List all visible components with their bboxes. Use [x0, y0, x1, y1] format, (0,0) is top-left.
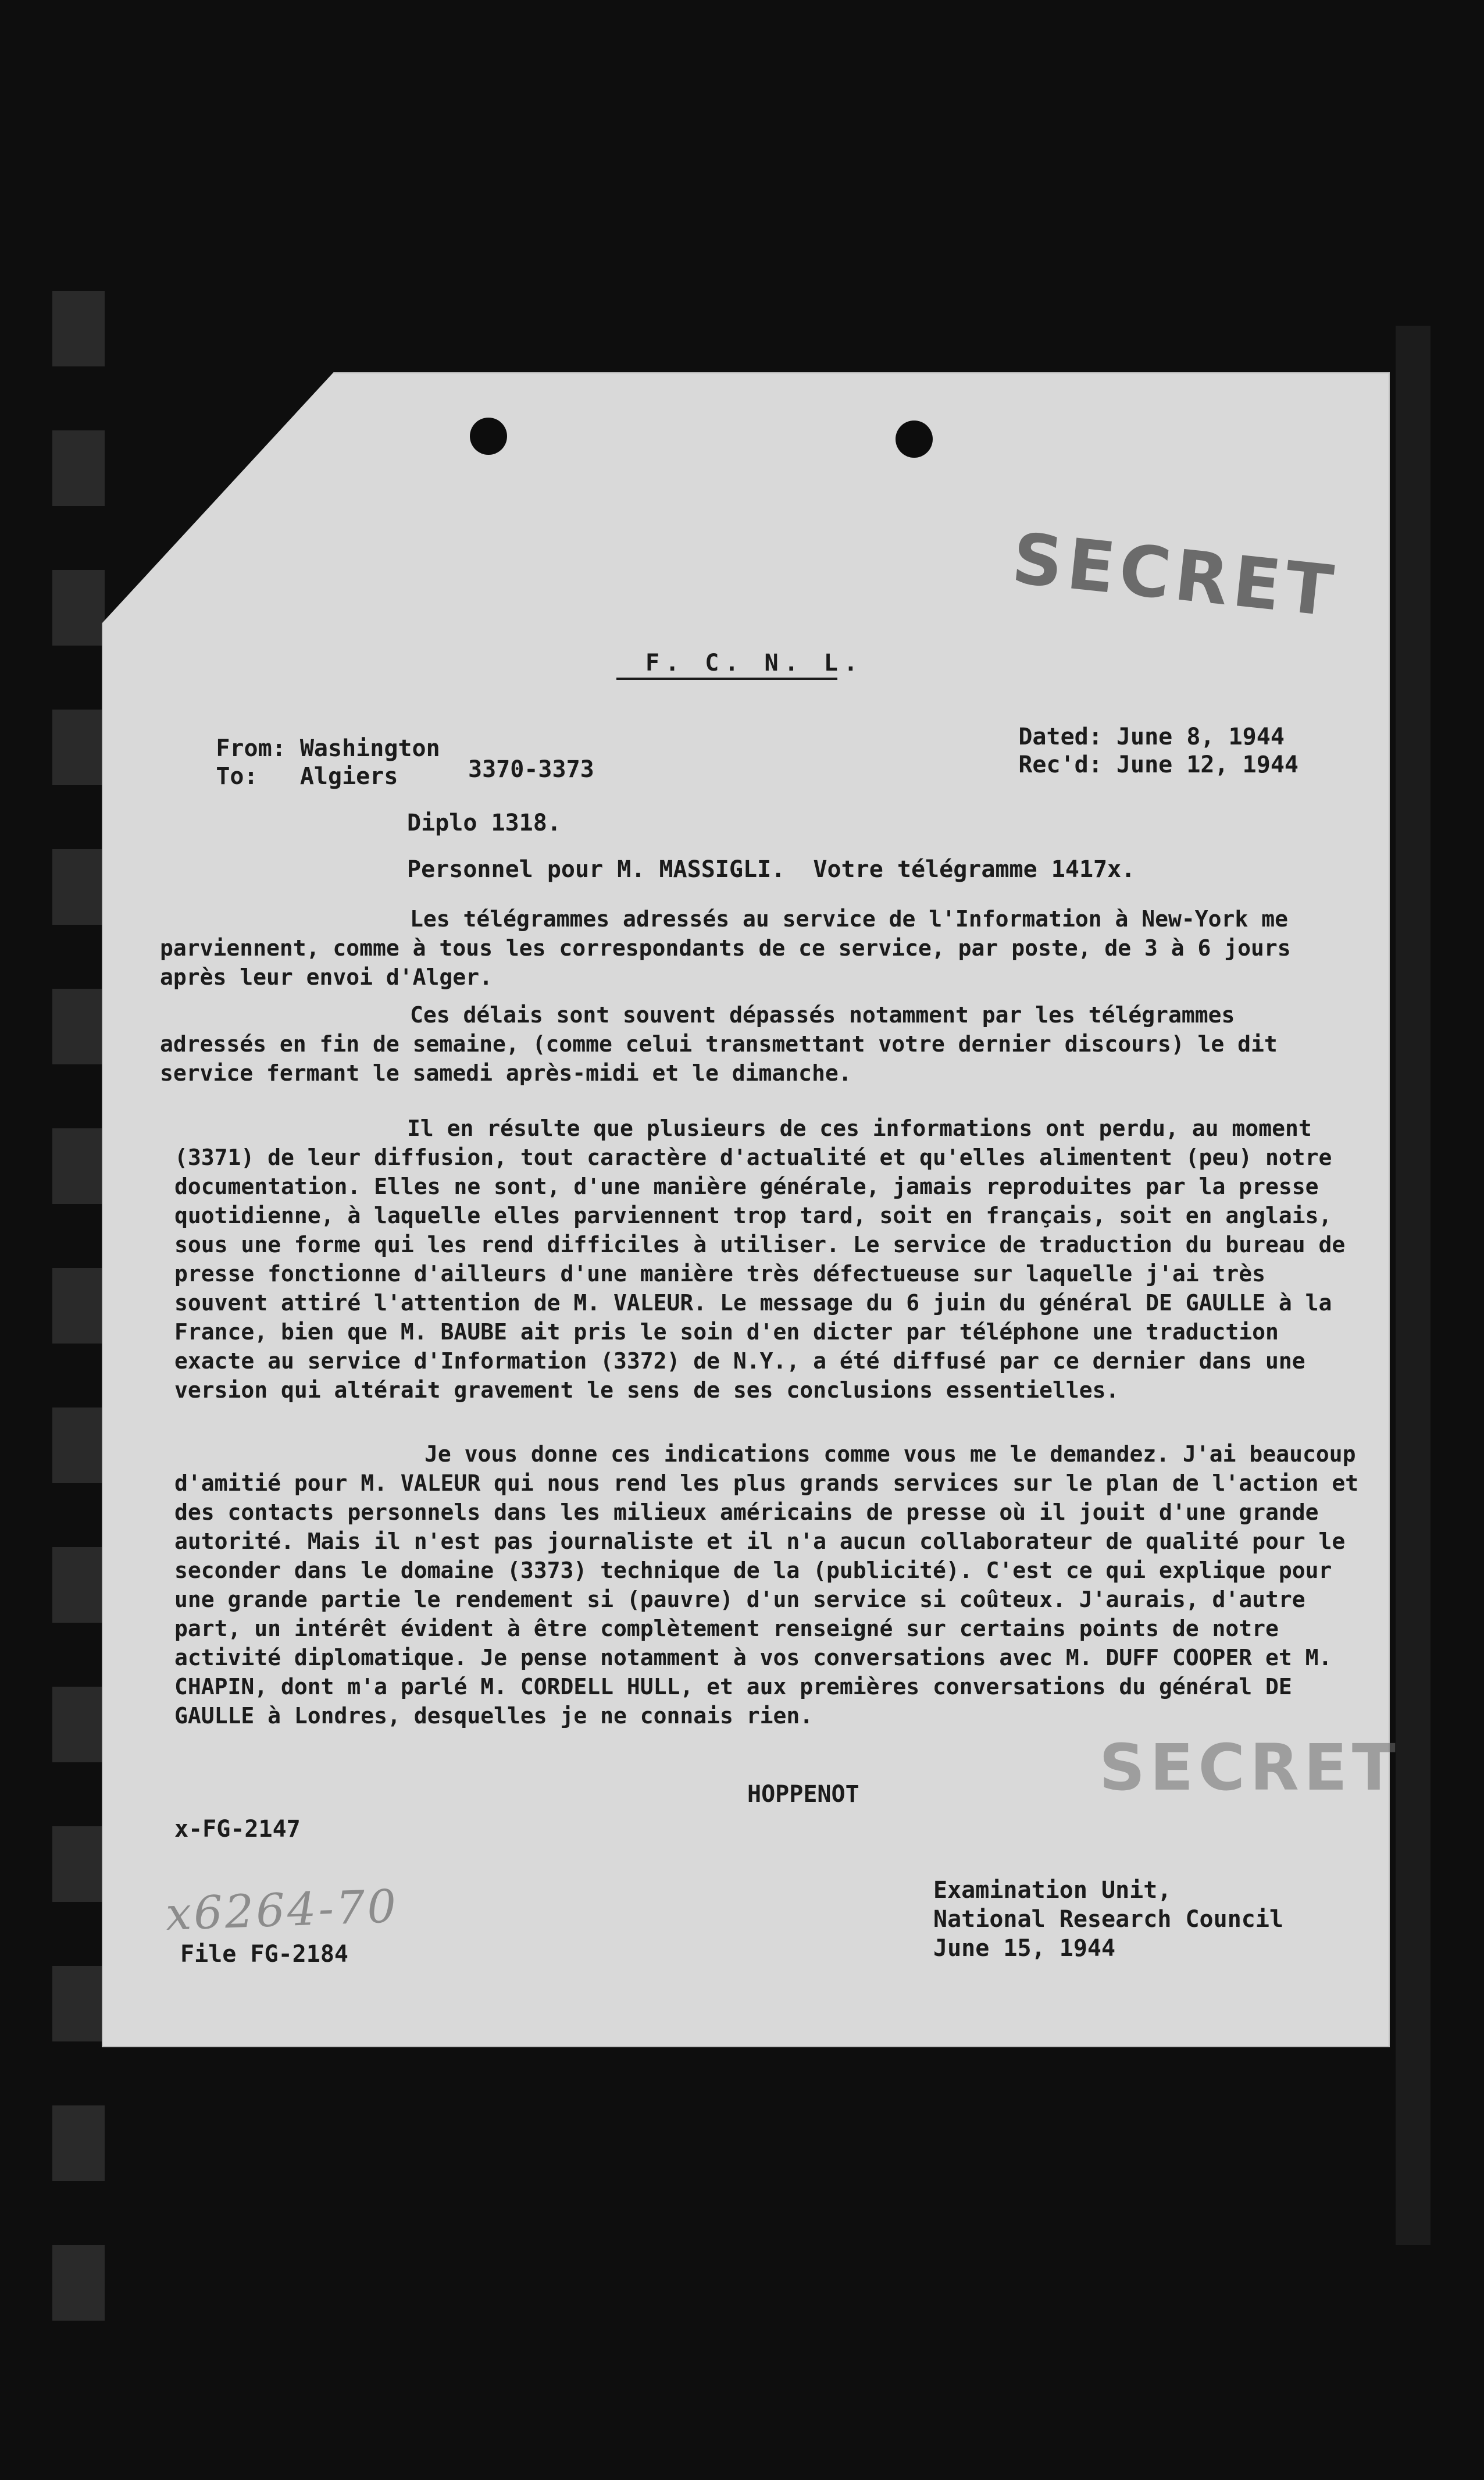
signature: HOPPENOT — [747, 1781, 859, 1808]
file-number: File FG-2184 — [180, 1941, 348, 1968]
unit-line-2: National Research Council — [933, 1906, 1284, 1933]
secret-stamp-bottom: SECRET — [1099, 1730, 1400, 1805]
unit-line-1: Examination Unit, — [933, 1877, 1172, 1904]
to-label: To: — [216, 763, 258, 790]
dated-label: Dated: — [1018, 724, 1103, 750]
reference-number: x-FG-2147 — [174, 1816, 301, 1843]
paragraph-3: Il en résulte que plusieurs de ces informations ont perdu, au moment (3371) de leur diffusion, tout caractère d'actualité et qu'elles alimentent (peu) notre documentation. Elles ne sont, d'une manière générale, jamais reproduites par la presse quotidienne, à laquelle elles parviennent trop tard, soit en français, soit en anglais, sous une forme qui les rend difficiles à utiliser. Le service de traduction du bureau de presse fonctionne d'ailleurs d'une manière très défectueuse sur laquelle j'ai très souvent attiré l'attention de M. VALEUR. Le message du 6 juin du général DE GAULLE à la France, bien que M. BAUBE ait pris le soin d'en dicter par téléphone une traduction exacte au service d'Information (3372) de N.Y., a été diffusé par ce dernier dans une version qui altérait gravement le sens de ses conclusions essentielles. — [174, 1116, 1346, 1403]
agency-heading: F. C. N. L. — [645, 650, 864, 676]
recd-label: Rec'd: — [1018, 751, 1103, 778]
from-label: From: — [216, 735, 286, 762]
punch-hole-right — [896, 421, 933, 458]
film-sprockets — [52, 291, 105, 2443]
telegram-numbers: 3370-3373 — [468, 756, 594, 783]
agency-underline — [616, 678, 837, 680]
film-edge — [1396, 326, 1431, 2245]
salutation: Personnel pour M. MASSIGLI. Votre télégramme 1417x. — [407, 856, 1136, 883]
unit-line-3: June 15, 1944 — [933, 1935, 1116, 1962]
paragraph-2: Ces délais sont souvent dépassés notamment par les télégrammes adressés en fin de semaine, (comme celui transmettant votre dernier discours) le dit service fermant le samedi après-midi et le dimanche. — [160, 1002, 1278, 1086]
to-value: Algiers — [299, 763, 398, 790]
from-value: Washington — [299, 735, 440, 762]
to-line — [160, 733, 398, 820]
handwritten-number: x6264-70 — [165, 1880, 399, 1941]
recd-line — [962, 721, 1298, 808]
secret-stamp-top: SECRET — [1008, 518, 1342, 633]
paragraph-1: Les télégrammes adressés au service de l'Information à New-York me parviennent, comme à tous les correspondants de ce service, par poste, de 3 à 6 jours après leur envoi d'Alger. — [160, 906, 1291, 990]
paragraph-4: Je vous donne ces indications comme vous me le demandez. J'ai beaucoup d'amitié pour M. VALEUR qui nous rend les plus grands services sur le plan de l'action et des contacts personnels dans les milieux américains de presse où il jouit d'une grande autorité. Mais il n'est pas journaliste et il n'a aucun collaborateur de qualité pour le seconder dans le domaine (3373) technique de la (publicité). C'est ce qui explique pour une grande partie le rendement si (pauvre) d'un service si coûteux. J'aurais, d'autre part, un intérêt évident à être complètement renseigné sur certains points de notre activité diplomatique. Je pense notamment à vos conversations avec M. DUFF COOPER et M. CHAPIN, dont m'a parlé M. CORDELL HULL, et aux premières conversations du général DE GAULLE à Londres, desquelles je ne connais rien. — [174, 1441, 1359, 1729]
recd-value: June 12, 1944 — [1116, 751, 1298, 778]
diplo-number: Diplo 1318. — [407, 810, 561, 836]
punch-hole-left — [470, 418, 507, 455]
dated-value: June 8, 1944 — [1116, 724, 1285, 750]
